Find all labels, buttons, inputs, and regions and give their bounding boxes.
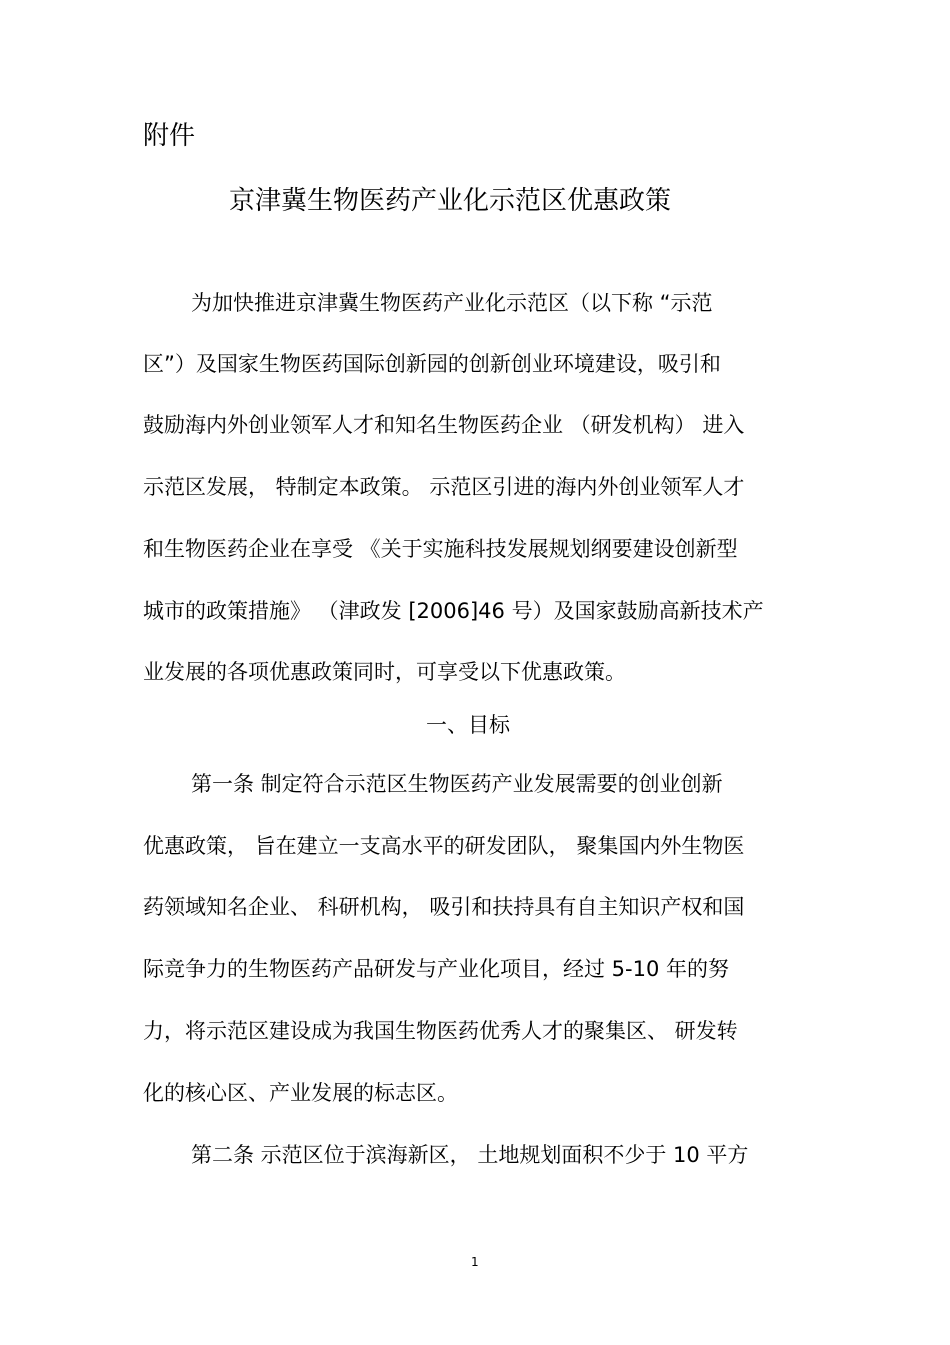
intro-line-7: 业发展的各项优惠政策同时，可享受以下优惠政策。 xyxy=(143,660,626,684)
intro-line-5: 和生物医药企业在享受 《关于实施科技发展规划纲要建设创新型 xyxy=(143,537,738,561)
article2-line-1: 第二条 示范区位于滨海新区， 土地规划面积不少于 10 平方 xyxy=(191,1143,749,1167)
document-title: 京津冀生物医药产业化示范区优惠政策 xyxy=(229,186,672,216)
intro-line-4: 示范区发展， 特制定本政策。 示范区引进的海内外创业领军人才 xyxy=(143,475,745,499)
intro-line-1: 为加快推进京津冀生物医药产业化示范区（以下称 “示范 xyxy=(191,291,713,315)
section-heading: 一、目标 xyxy=(426,713,510,737)
article1-line-5: 力，将示范区建设成为我国生物医药优秀人才的聚集区、 研发转 xyxy=(143,1019,738,1043)
article1-line-2: 优惠政策， 旨在建立一支高水平的研发团队， 聚集国内外生物医 xyxy=(143,834,745,858)
article1-line-3: 药领域知名企业、 科研机构， 吸引和扶持具有自主知识产权和国 xyxy=(143,895,745,919)
article1-line-4: 际竞争力的生物医药产品研发与产业化项目，经过 5-10 年的努 xyxy=(143,957,730,981)
page-number: 1 xyxy=(471,1255,479,1269)
attachment-label: 附件 xyxy=(143,121,196,151)
article1-line-1: 第一条 制定符合示范区生物医药产业发展需要的创业创新 xyxy=(191,772,723,796)
intro-line-6: 城市的政策措施》 （津政发 [2006]46 号）及国家鼓励高新技术产 xyxy=(143,599,764,623)
article1-line-6: 化的核心区、产业发展的标志区。 xyxy=(143,1081,458,1105)
intro-line-2: 区”）及国家生物医药国际创新园的创新创业环境建设，吸引和 xyxy=(143,352,721,376)
intro-line-3: 鼓励海内外创业领军人才和知名生物医药企业 （研发机构） 进入 xyxy=(143,413,745,437)
